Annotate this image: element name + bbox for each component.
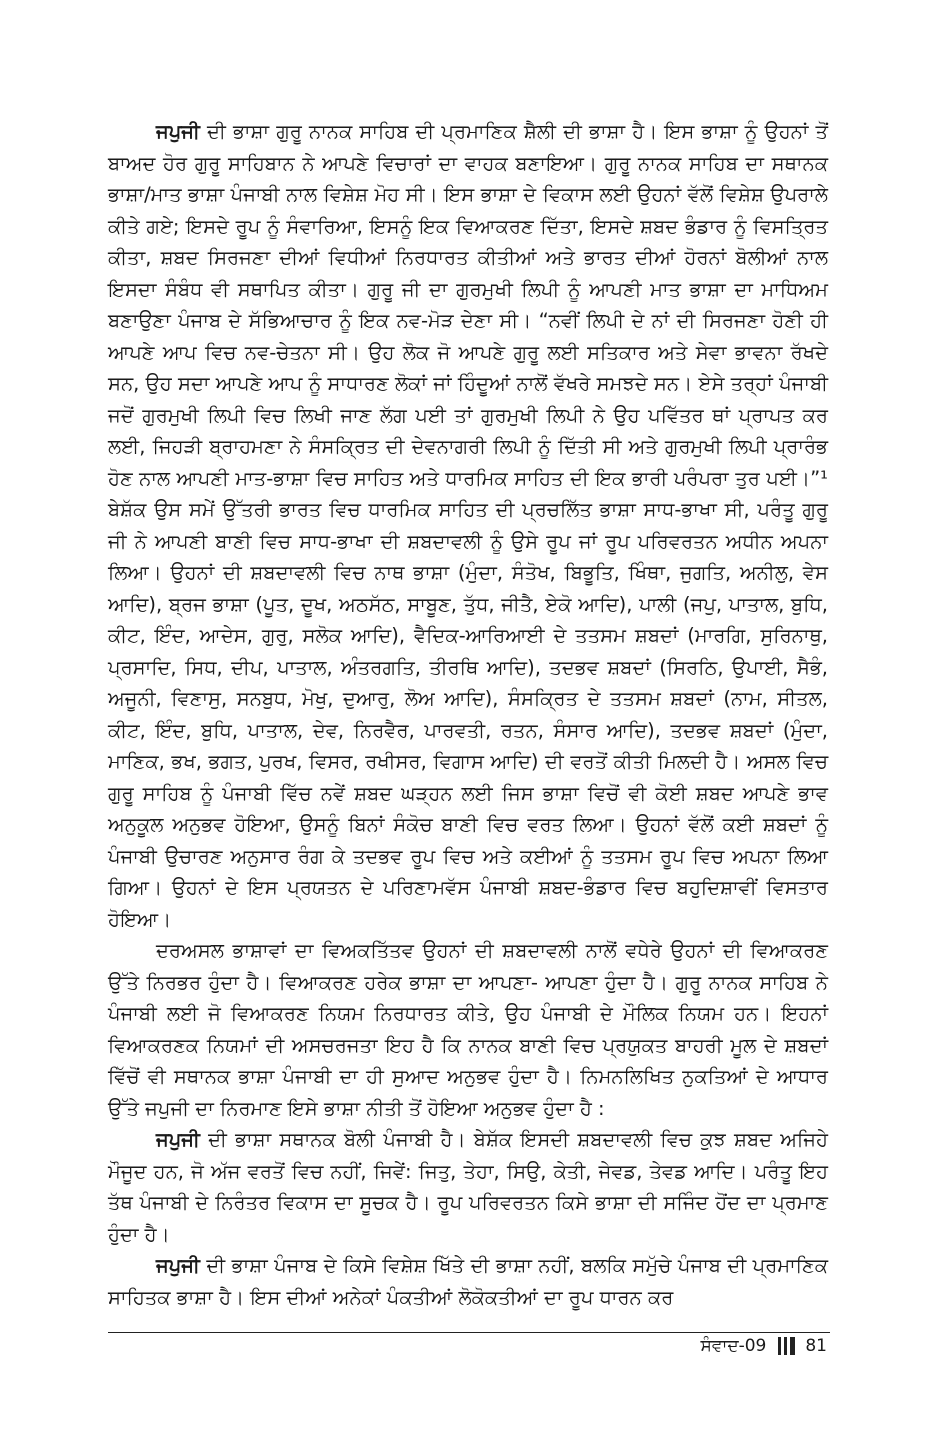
journal-name: ਸੰਵਾਦ-09 [700, 1336, 767, 1356]
paragraph-text: ਦਰਅਸਲ ਭਾਸ਼ਾਵਾਂ ਦਾ ਵਿਅਕਤਿੱਤਵ ਉਹਨਾਂ ਦੀ ਸ਼ਬਦਾਵਲੀ ਨਾਲੋਂ ਵਧੇਰੇ ਉਹਨਾਂ ਦੀ ਵਿਆਕਰਣ ਉੱਤੇ ਨਿਰਭਰ ਹੁੰਦਾ ਹੈ। ਵਿਆਕਰਣ ਹਰੇਕ ਭਾਸ਼ਾ ਦਾ ਆਪਣਾ- ਆਪਣਾ ਹੁੰਦਾ ਹੈ। ਗੁਰੂ ਨਾਨਕ ਸਾਹਿਬ ਨੇ ਪੰਜਾਬੀ ਲਈ ਜੋ ਵਿਆਕਰਣ ਨਿਯਮ ਨਿਰਧਾਰਤ ਕੀਤੇ, ਉਹ ਪੰਜਾਬੀ ਦੇ ਮੌਲਿਕ ਨਿਯਮ ਹਨ। ਇਹਨਾਂ ਵਿਆਕਰਣਕ ਨਿਯਮਾਂ ਦੀ ਅਸਚਰਜਤਾ ਇਹ ਹੈ ਕਿ ਨਾਨਕ ਬਾਣੀ ਵਿਚ ਪ੍ਰਯੁਕਤ ਬਾਹਰੀ ਮੂਲ ਦੇ ਸ਼ਬਦਾਂ ਵਿੱਚੋਂ ਵੀ ਸਥਾਨਕ ਭਾਸ਼ਾ ਪੰਜਾਬੀ ਦਾ ਹੀ ਸੁਆਦ ਅਨੁਭਵ ਹੁੰਦਾ ਹੈ। ਨਿਮਨਲਿਖਿਤ ਨੁਕਤਿਆਂ ਦੇ ਆਧਾਰ ਉੱਤੇ ਜਪੁਜੀ ਦਾ ਨਿਰਮਾਣ ਇਸੇ ਭਾਸ਼ਾ ਨੀਤੀ ਤੋਂ ਹੋਇਆ ਅਨੁਭਵ ਹੁੰਦਾ ਹੈ : [108, 939, 828, 1120]
page-body [108, 116, 828, 1313]
paragraph-lead: ਜਪੁਜੀ [156, 1128, 200, 1151]
paragraph-4 [108, 1250, 828, 1313]
footer-bars-icon [778, 1337, 795, 1355]
paragraph-text: ਦੀ ਭਾਸ਼ਾ ਗੁਰੂ ਨਾਨਕ ਸਾਹਿਬ ਦੀ ਪ੍ਰਮਾਣਿਕ ਸ਼ੈਲੀ ਦੀ ਭਾਸ਼ਾ ਹੈ। ਇਸ ਭਾਸ਼ਾ ਨੂੰ ਉਹਨਾਂ ਤੋਂ ਬਾਅਦ ਹੋਰ ਗੁਰੂ ਸਾਹਿਬਾਨ ਨੇ ਆਪਣੇ ਵਿਚਾਰਾਂ ਦਾ ਵਾਹਕ ਬਣਾਇਆ। ਗੁਰੂ ਨਾਨਕ ਸਾਹਿਬ ਦਾ ਸਥਾਨਕ ਭਾਸ਼ਾ/ਮਾਤ ਭਾਸ਼ਾ ਪੰਜਾਬੀ ਨਾਲ ਵਿਸ਼ੇਸ਼ ਮੋਹ ਸੀ। ਇਸ ਭਾਸ਼ਾ ਦੇ ਵਿਕਾਸ ਲਈ ਉਹਨਾਂ ਵੱਲੋਂ ਵਿਸ਼ੇਸ਼ ਉਪਰਾਲੇ ਕੀਤੇ ਗਏ; ਇਸਦੇ ਰੂਪ ਨੂੰ ਸੰਵਾਰਿਆ, ਇਸਨੂੰ ਇਕ ਵਿਆਕਰਣ ਦਿੱਤਾ, ਇਸਦੇ ਸ਼ਬਦ ਭੰਡਾਰ ਨੂੰ ਵਿਸਤ੍ਰਿਤ ਕੀਤਾ, ਸ਼ਬਦ ਸਿਰਜਣਾ ਦੀਆਂ ਵਿਧੀਆਂ ਨਿਰਧਾਰਤ ਕੀਤੀਆਂ ਅਤੇ ਭਾਰਤ ਦੀਆਂ ਹੋਰਨਾਂ ਬੋਲੀਆਂ ਨਾਲ ਇਸਦਾ ਸੰਬੰਧ ਵੀ ਸਥਾਪਿਤ ਕੀਤਾ। ਗੁਰੂ ਜੀ ਦਾ ਗੁਰਮੁਖੀ ਲਿਪੀ ਨੂੰ ਆਪਣੀ ਮਾਤ ਭਾਸ਼ਾ ਦਾ ਮਾਧਿਅਮ ਬਣਾਉਣਾ ਪੰਜਾਬ ਦੇ ਸੱਭਿਆਚਾਰ ਨੂੰ ਇਕ ਨਵ-ਮੋੜ ਦੇਣਾ ਸੀ। “ਨਵੀਂ ਲਿਪੀ ਦੇ ਨਾਂ ਦੀ ਸਿਰਜਣਾ ਹੋਣੀ ਹੀ ਆਪਣੇ ਆਪ ਵਿਚ ਨਵ-ਚੇਤਨਾ ਸੀ। ਉਹ ਲੋਕ ਜੋ ਆਪਣੇ ਗੁਰੂ ਲਈ ਸਤਿਕਾਰ ਅਤੇ ਸੇਵਾ ਭਾਵਨਾ ਰੱਖਦੇ ਸਨ, ਉਹ ਸਦਾ ਆਪਣੇ ਆਪ ਨੂੰ ਸਾਧਾਰਣ ਲੋਕਾਂ ਜਾਂ ਹਿੰਦੂਆਂ ਨਾਲੋਂ ਵੱਖਰੇ ਸਮਝਦੇ ਸਨ। ਏਸੇ ਤਰ੍ਹਾਂ ਪੰਜਾਬੀ ਜਦੋਂ ਗੁਰਮੁਖੀ ਲਿਪੀ ਵਿਚ ਲਿਖੀ ਜਾਣ ਲੱਗ ਪਈ ਤਾਂ ਗੁਰਮੁਖੀ ਲਿਪੀ ਨੇ ਉਹ ਪਵਿੱਤਰ ਥਾਂ ਪ੍ਰਾਪਤ ਕਰ ਲਈ, ਜਿਹੜੀ ਬ੍ਰਾਹਮਣਾ ਨੇ ਸੰਸਕ੍ਰਿਤ ਦੀ ਦੇਵਨਾਗਰੀ ਲਿਪੀ ਨੂੰ ਦਿੱਤੀ ਸੀ ਅਤੇ ਗੁਰਮੁਖੀ ਲਿਪੀ ਪ੍ਰਾਰੰਭ ਹੋਣ ਨਾਲ ਆਪਣੀ ਮਾਤ-ਭਾਸ਼ਾ ਵਿਚ ਸਾਹਿਤ ਅਤੇ ਧਾਰਮਿਕ ਸਾਹਿਤ ਦੀ ਇਕ ਭਾਰੀ ਪਰੰਪਰਾ ਤੁਰ ਪਈ।”¹ ਬੇਸ਼ੱਕ ਉਸ ਸਮੇਂ ਉੱਤਰੀ ਭਾਰਤ ਵਿਚ ਧਾਰਮਿਕ ਸਾਹਿਤ ਦੀ ਪ੍ਰਚਲਿੱਤ ਭਾਸ਼ਾ ਸਾਧ-ਭਾਖਾ ਸੀ, ਪਰੰਤੂ ਗੁਰੂ ਜੀ ਨੇ ਆਪਣੀ ਬਾਣੀ ਵਿਚ ਸਾਧ-ਭਾਖਾ ਦੀ ਸ਼ਬਦਾਵਲੀ ਨੂੰ ਉਸੇ ਰੂਪ ਜਾਂ ਰੂਪ ਪਰਿਵਰਤਨ ਅਧੀਨ ਅਪਨਾ ਲਿਆ। ਉਹਨਾਂ ਦੀ ਸ਼ਬਦਾਵਲੀ ਵਿਚ ਨਾਥ ਭਾਸ਼ਾ (ਮੁੰਦਾ, ਸੰਤੋਖ, ਬਿਭੂਤਿ, ਖਿੰਥਾ, ਜੁਗਤਿ, ਅਨੀਲੁ, ਵੇਸ ਆਦਿ), ਬ੍ਰਜ ਭਾਸ਼ਾ (ਪੂਤ, ਦੂਖ, ਅਠਸੱਠ, ਸਾਬੂਣ, ਤੁੱਧ, ਜੀਤੈ, ਏਕੋ ਆਦਿ), ਪਾਲੀ (ਜਪੁ, ਪਾਤਾਲ, ਬੁਧਿ, ਕੀਟ, ਇੰਦ, ਆਦੇਸ, ਗੁਰੁ, ਸਲੋਕ ਆਦਿ), ਵੈਦਿਕ-ਆਰਿਆਈ ਦੇ ਤਤਸਮ ਸ਼ਬਦਾਂ (ਮਾਰਗਿ, ਸੁਰਿਨਾਥੁ, ਪ੍ਰਸਾਦਿ, ਸਿਧ, ਦੀਪ, ਪਾਤਾਲ, ਅੰਤਰਗਤਿ, ਤੀਰਥਿ ਆਦਿ), ਤਦਭਵ ਸ਼ਬਦਾਂ (ਸਿਰਠਿ, ਉਪਾਈ, ਸੈਭੰ, ਅਜੂਨੀ, ਵਿਣਾਸੁ, ਸਨਬੁਧ, ਮੋਖੁ, ਦੁਆਰੁ, ਲੋਅ ਆਦਿ), ਸੰਸਕ੍ਰਿਤ ਦੇ ਤਤਸਮ ਸ਼ਬਦਾਂ (ਨਾਮ, ਸੀਤਲ, ਕੀਟ, ਇੰਦ, ਬੁਧਿ, ਪਾਤਾਲ, ਦੇਵ, ਨਿਰਵੈਰ, ਪਾਰਵਤੀ, ਰਤਨ, ਸੰਸਾਰ ਆਦਿ), ਤਦਭਵ ਸ਼ਬਦਾਂ (ਮੁੰਦਾ, ਮਾਣਿਕ, ਭਖ, ਭਗਤ, ਪੁਰਖ, ਵਿਸਰ, ਰਖੀਸਰ, ਵਿਗਾਸ ਆਦਿ) ਦੀ ਵਰਤੋਂ ਕੀਤੀ ਮਿਲਦੀ ਹੈ। ਅਸਲ ਵਿਚ ਗੁਰੂ ਸਾਹਿਬ ਨੂੰ ਪੰਜਾਬੀ ਵਿੱਚ ਨਵੇਂ ਸ਼ਬਦ ਘੜ੍ਹਨ ਲਈ ਜਿਸ ਭਾਸ਼ਾ ਵਿਚੋਂ ਵੀ ਕੋਈ ਸ਼ਬਦ ਆਪਣੇ ਭਾਵ ਅਨੁਕੂਲ ਅਨੁਭਵ ਹੋਇਆ, ਉਸਨੂੰ ਬਿਨਾਂ ਸੰਕੋਚ ਬਾਣੀ ਵਿਚ ਵਰਤ ਲਿਆ। ਉਹਨਾਂ ਵੱਲੋਂ ਕਈ ਸ਼ਬਦਾਂ ਨੂੰ ਪੰਜਾਬੀ ਉਚਾਰਣ ਅਨੁਸਾਰ ਰੰਗ ਕੇ ਤਦਭਵ ਰੂਪ ਵਿਚ ਅਤੇ ਕਈਆਂ ਨੂੰ ਤਤਸਮ ਰੂਪ ਵਿਚ ਅਪਨਾ ਲਿਆ ਗਿਆ। ਉਹਨਾਂ ਦੇ ਇਸ ਪ੍ਰਯਤਨ ਦੇ ਪਰਿਣਾਮਵੱਸ ਪੰਜਾਬੀ ਸ਼ਬਦ-ਭੰਡਾਰ ਵਿਚ ਬਹੁਦਿਸ਼ਾਵੀਂ ਵਿਸਤਾਰ ਹੋਇਆ। [108, 120, 828, 931]
paragraph-2 [108, 935, 828, 1124]
page-footer [701, 1336, 828, 1356]
paragraph-1 [108, 116, 828, 935]
paragraph-3 [108, 1124, 828, 1250]
page-number: 81 [805, 1336, 827, 1356]
paragraph-text: ਦੀ ਭਾਸ਼ਾ ਸਥਾਨਕ ਬੋਲੀ ਪੰਜਾਬੀ ਹੈ। ਬੇਸ਼ੱਕ ਇਸਦੀ ਸ਼ਬਦਾਵਲੀ ਵਿਚ ਕੁਝ ਸ਼ਬਦ ਅਜਿਹੇ ਮੌਜੂਦ ਹਨ, ਜੋ ਅੱਜ ਵਰਤੋਂ ਵਿਚ ਨਹੀਂ, ਜਿਵੇਂ: ਜਿਤੁ, ਤੇਹਾ, ਸਿਉ, ਕੇਤੀ, ਜੇਵਡ, ਤੇਵਡ ਆਦਿ। ਪਰੰਤੂ ਇਹ ਤੱਥ ਪੰਜਾਬੀ ਦੇ ਨਿਰੰਤਰ ਵਿਕਾਸ ਦਾ ਸੂਚਕ ਹੈ। ਰੂਪ ਪਰਿਵਰਤਨ ਕਿਸੇ ਭਾਸ਼ਾ ਦੀ ਸਜਿੰਦ ਹੋਂਦ ਦਾ ਪ੍ਰਮਾਣ ਹੁੰਦਾ ਹੈ। [108, 1128, 828, 1246]
paragraph-lead: ਜਪੁਜੀ [156, 120, 200, 143]
paragraph-text: ਦੀ ਭਾਸ਼ਾ ਪੰਜਾਬ ਦੇ ਕਿਸੇ ਵਿਸ਼ੇਸ਼ ਖਿੱਤੇ ਦੀ ਭਾਸ਼ਾ ਨਹੀਂ, ਬਲਕਿ ਸਮੁੱਚੇ ਪੰਜਾਬ ਦੀ ਪ੍ਰਮਾਣਿਕ ਸਾਹਿਤਕ ਭਾਸ਼ਾ ਹੈ। ਇਸ ਦੀਆਂ ਅਨੇਕਾਂ ਪੰਕਤੀਆਂ ਲੋਕੋਕਤੀਆਂ ਦਾ ਰੂਪ ਧਾਰਨ ਕਰ [108, 1254, 828, 1309]
footer-rule [108, 1332, 830, 1333]
paragraph-lead: ਜਪੁਜੀ [156, 1254, 200, 1277]
